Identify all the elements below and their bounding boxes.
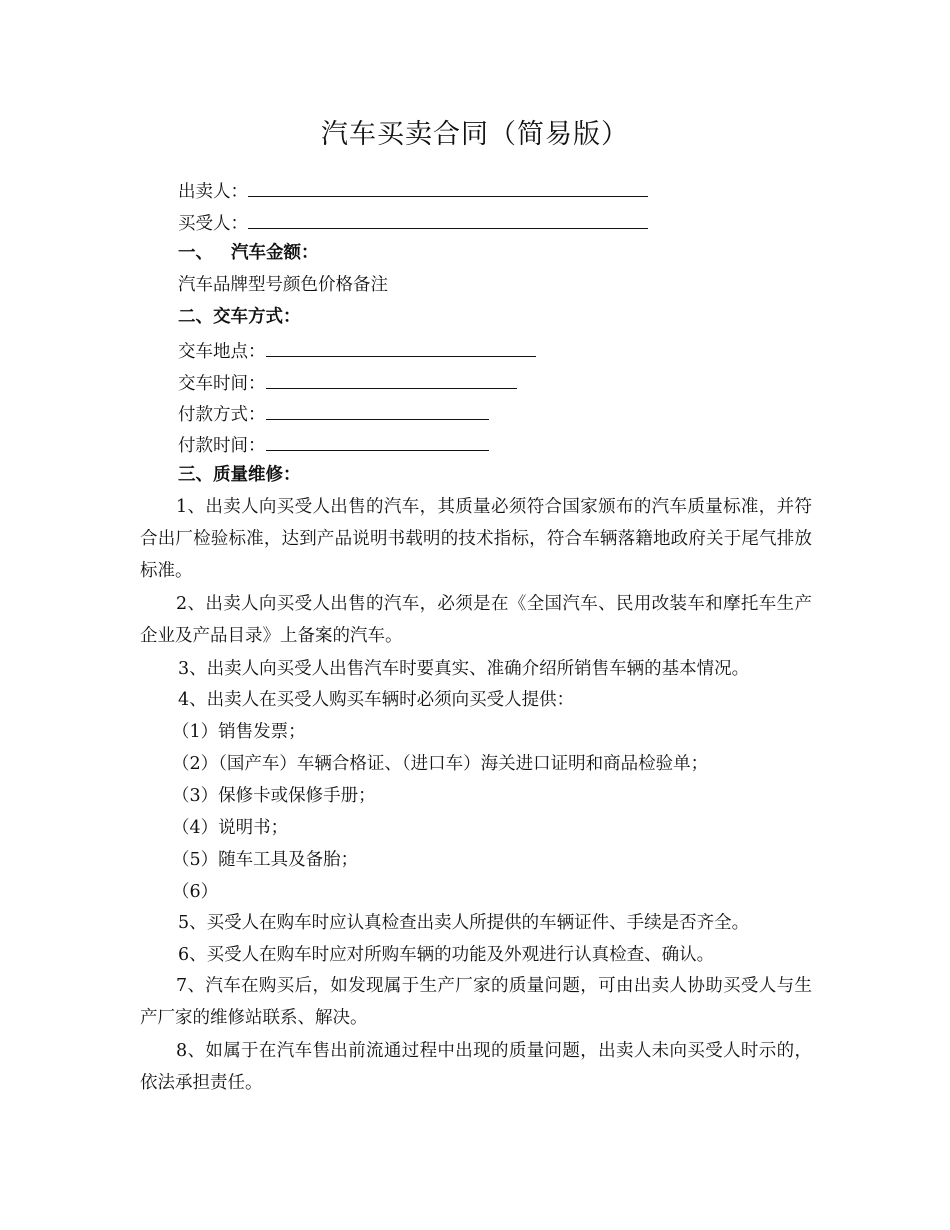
delivery-time-label: 交车时间： [178,374,266,394]
clause-7: 7、汽车在购买后，如发现属于生产厂家的质量问题，可由出卖人协助买受人与生产厂家的维修站联系、解决。 [140,976,812,1028]
clause-4-sub-6: （6） [172,882,219,902]
delivery-place-label: 交车地点： [178,342,266,362]
clause-4: 4、出卖人在买受人购买车辆时必须向买受人提供： [178,690,575,710]
section1-columns: 汽车品牌型号颜色价格备注 [178,275,388,295]
section2-heading: 二、交车方式： [178,307,301,327]
clause-2: 2、出卖人向买受人出售的汽车，必须是在《全国汽车、民用改装车和摩托车生产企业及产品目录》上备案的汽车。 [140,594,812,646]
clause-6: 6、买受人在购车时应对所购车辆的功能及外观进行认真检查、确认。 [178,945,715,965]
delivery-place-blank[interactable] [266,338,536,357]
payment-method-blank[interactable] [266,401,489,420]
document-title: 汽车买卖合同（简易版） [321,119,629,150]
seller-label: 出卖人： [178,182,248,202]
delivery-time-line [178,370,517,395]
seller-blank[interactable] [248,178,648,197]
payment-time-line [178,432,489,457]
clause-4-sub-5: （5）随车工具及备胎； [172,850,359,870]
clause-5: 5、买受人在购车时应认真检查出卖人所提供的车辆证件、手续是否齐全。 [178,913,750,933]
section1-heading [178,242,319,264]
clause-1: 1、出卖人向买受人出售的汽车，其质量必须符合国家颁布的汽车质量标准，并符合出厂检验标准，达到产品说明书载明的技术指标，符合车辆落籍地政府关于尾气排放标准。 [140,497,812,581]
clause-8: 8、如属于在汽车售出前流通过程中出现的质量问题，出卖人未向买受人时示的，依法承担责任。 [140,1041,812,1093]
section1-heading-text: 汽车金额： [231,243,319,263]
delivery-place-line [178,338,536,363]
payment-method-line [178,401,489,426]
clause-4-sub-4: （4）说明书； [172,818,289,838]
payment-method-label: 付款方式： [178,405,266,425]
clause-3: 3、出卖人向买受人出售汽车时要真实、准确介绍所销售车辆的基本情况。 [178,659,750,679]
payment-time-blank[interactable] [266,432,489,451]
delivery-time-blank[interactable] [266,370,517,389]
clause-4-sub-2: （2）（国产车）车辆合格证、（进口车）海关进口证明和商品检验单； [172,754,709,774]
buyer-blank[interactable] [248,210,648,229]
payment-time-label: 付款时间： [178,436,266,456]
seller-line [178,178,648,203]
clause-4-sub-1: （1）销售发票； [172,722,306,742]
buyer-label: 买受人： [178,214,248,234]
section1-heading-num: 一、 [178,243,213,263]
clause-4-sub-3: （3）保修卡或保修手册； [172,786,376,806]
buyer-line [178,210,648,235]
section3-heading: 三、质量维修： [178,465,301,485]
